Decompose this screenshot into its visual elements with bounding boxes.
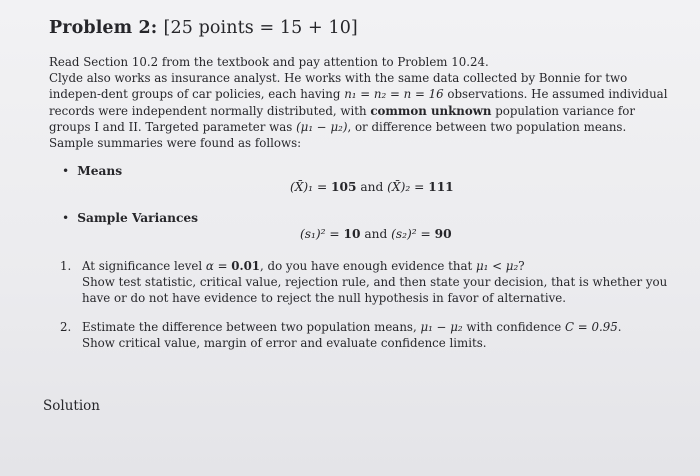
q2-text-a: Estimate the difference between two population means, bbox=[82, 320, 421, 334]
q1-text-c: ? bbox=[518, 259, 525, 273]
mean1-expr: (X̄)₁ = bbox=[290, 180, 332, 194]
sample-size-math: n₁ = n₂ = n = 16 bbox=[344, 87, 444, 102]
question-2 bbox=[60, 319, 680, 351]
means-equation bbox=[290, 180, 454, 194]
problem-statement bbox=[49, 54, 677, 151]
variances-label: Sample Variances bbox=[77, 211, 199, 225]
intro-text-a: Clyde also works as insurance analyst. He works with the same data collected by Bonnie for two indepen-dent groups of car policies, each having bbox=[49, 71, 628, 102]
target-parameter-math: (μ₁ − μ₂) bbox=[296, 119, 348, 134]
means-and: and bbox=[356, 180, 388, 194]
problem-heading: Problem 2: bbox=[49, 18, 158, 38]
var1-value: 10 bbox=[343, 227, 361, 241]
var2-expr: (s₂)² = bbox=[391, 227, 435, 241]
problem-title bbox=[49, 18, 358, 38]
intro-text-c: population variance for groups I and II. Targeted parameter was bbox=[49, 103, 635, 134]
var1-expr: (s₁)² = bbox=[300, 227, 344, 241]
mean2-expr: (X̄)₂ = bbox=[387, 180, 429, 194]
q1-text-a: At significance level bbox=[82, 259, 206, 273]
means-bullet bbox=[62, 164, 122, 178]
intro-paragraph bbox=[49, 70, 677, 135]
question-1 bbox=[60, 258, 680, 307]
variances-and: and bbox=[360, 227, 392, 241]
intro-text-b: observations. He assumed individual records were independent normally distributed, with bbox=[49, 87, 668, 118]
question-2-instructions: Show critical value, margin of error and evaluate confidence limits. bbox=[82, 336, 487, 351]
intro-text-d: , or difference between two population means. bbox=[347, 119, 627, 134]
intro-line-1: Read Section 10.2 from the textbook and pay attention to Problem 10.24. bbox=[49, 55, 489, 69]
variances-bullet bbox=[62, 211, 198, 225]
q2-text-c: . bbox=[617, 320, 622, 334]
var2-value: 90 bbox=[434, 227, 452, 241]
q1-text-b: , do you have enough evidence that bbox=[260, 259, 476, 273]
question-1-instructions: Show test statistic, critical value, rejection rule, and then state your decision, that is whether you have or do not have evidence to reject the null hypothesis in favor of alternative. bbox=[82, 275, 668, 306]
variances-equation bbox=[300, 227, 452, 241]
question-2-number: 2. bbox=[60, 320, 72, 334]
problem-points: [25 points = 15 + 10] bbox=[163, 18, 358, 38]
solution-heading: Solution bbox=[43, 398, 100, 414]
mean2-value: 111 bbox=[428, 180, 454, 194]
question-1-number: 1. bbox=[60, 259, 72, 273]
bullet-dot-icon: • bbox=[62, 164, 70, 178]
confidence-math: C = 0.95 bbox=[565, 320, 618, 334]
mean1-value: 105 bbox=[331, 180, 357, 194]
q2-text-b: with confidence bbox=[462, 320, 566, 334]
common-unknown-bold: common unknown bbox=[370, 103, 492, 118]
question-1-line-1 bbox=[82, 258, 680, 274]
intro-line-3: Sample summaries were found as follows: bbox=[49, 136, 302, 151]
alpha-value: 0.01 bbox=[231, 259, 261, 273]
means-label: Means bbox=[77, 164, 123, 178]
bullet-dot-icon: • bbox=[62, 211, 70, 225]
alpha-symbol: α = bbox=[205, 259, 232, 273]
hypothesis-math: μ₁ < μ₂ bbox=[476, 259, 519, 273]
question-2-line-1 bbox=[82, 319, 680, 335]
diff-math: μ₁ − μ₂ bbox=[420, 320, 463, 334]
